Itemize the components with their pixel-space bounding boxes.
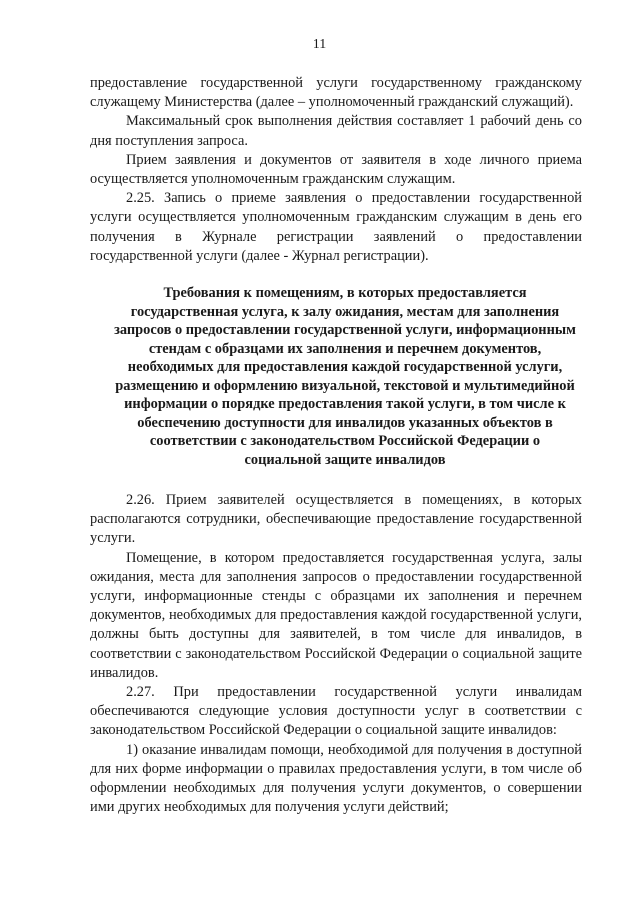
paragraph-item-1: 1) оказание инвалидам помощи, необходимой для получения в доступной для них форме информации о правилах предоставления услуги, в том числе об оформлении необходимых для получения услуги документов, о совершении ими других необходимых для получения услуги действий;: [90, 741, 582, 816]
heading-line: государственная услуга, к залу ожидания, местам для заполнения: [130, 303, 560, 320]
heading-line: обеспечению доступности для инвалидов указанных объектов в: [137, 414, 553, 431]
section-heading: [105, 284, 585, 469]
paragraph-2-25: 2.25. Запись о приеме заявления о предоставлении государственной услуги осуществляется уполномоченным гражданским служащим в день его получения в Журнале регистрации заявлений о предоставлении государственной услуги (далее - Журнал регистрации).: [90, 190, 582, 264]
paragraph-2-26: 2.26. Прием заявителей осуществляется в помещениях, в которых располагаются сотрудники, обеспечивающие предоставление государственной услуги.: [90, 492, 582, 547]
paragraph-continuation: предоставление государственной услуги государственному гражданскому служащему Министерства (далее – уполномоченный гражданский служащий).: [90, 75, 582, 111]
paragraph-2-27: 2.27. При предоставлении государственной услуги инвалидам обеспечиваются следующие условия доступности услуг в соответствии с законодательством Российской Федерации о социальной защите инвалидов:: [90, 684, 582, 739]
heading-line: необходимых для предоставления каждой государственной услуги,: [127, 359, 563, 375]
heading-line: информации о порядке предоставления такой услуги, в том числе к: [124, 396, 566, 412]
heading-line: стендам с образцами их заполнения и перечнем документов,: [148, 340, 542, 357]
top-text-block: [90, 74, 582, 266]
heading-line: соответствии с законодательством Российской Федерации о: [149, 433, 541, 449]
page-number: 11: [312, 37, 327, 52]
paragraph-max-duration: Максимальный срок выполнения действия составляет 1 рабочий день со дня поступления запроса.: [90, 113, 582, 149]
paragraph-premises: Помещение, в котором предоставляется государственная услуга, залы ожидания, места для заполнения запросов о предоставлении государственной услуги, информационные стенды с образцами их заполнения и перечнем документов, необходимых для предоставления каждой государственной услуги, должны быть доступны для заявителей, в том числе для инвалидов, в соответствии с законодательством Российской Федерации о социальной защите инвалидов.: [90, 549, 582, 681]
heading-line: запросов о предоставлении государственной услуги, информационным: [114, 322, 576, 338]
bottom-text-block: [90, 491, 582, 817]
heading-line: размещению и оформлению визуальной, текстовой и мультимедийной: [115, 377, 575, 394]
paragraph-personal-reception: Прием заявления и документов от заявителя в ходе личного приема осуществляется уполномоченным гражданским служащим.: [90, 151, 582, 188]
heading-line: Требования к помещениям, в которых предоставляется: [163, 285, 527, 301]
heading-line: социальной защите инвалидов: [244, 451, 446, 468]
